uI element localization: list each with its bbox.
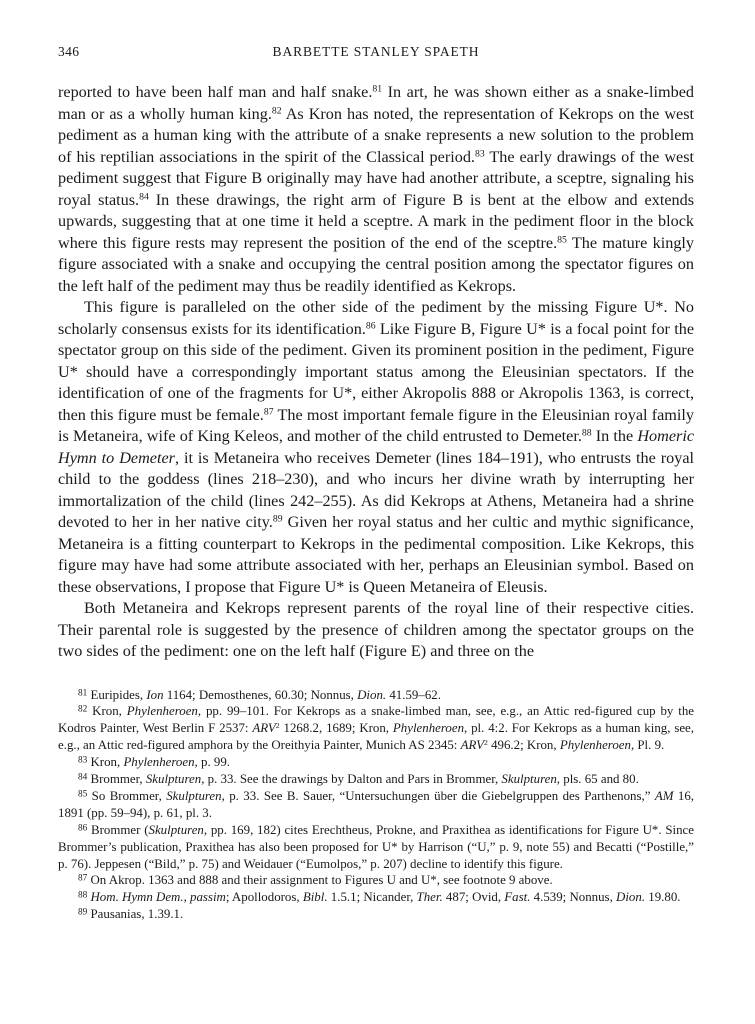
page <box>58 44 694 923</box>
footnote-label: 86 <box>78 823 88 834</box>
note-reference: 2 <box>483 737 488 747</box>
note-reference: 88 <box>581 427 592 439</box>
italic-text: Phylenheroen <box>123 755 195 770</box>
footnote-label: 83 <box>78 755 88 766</box>
paragraph-2 <box>58 297 694 598</box>
italic-text: Fast. <box>504 890 531 905</box>
paragraph-1 <box>58 82 694 297</box>
text-run: reported to have been half man and half snake. <box>58 83 373 101</box>
text-run: , pls. 65 and 80. <box>556 772 639 787</box>
text-run: 4.539; Nonnus, <box>530 890 617 905</box>
text-run: , pl. 4:2. For Kekrops as a human king, see, e.g., an Attic red-figured amphora by the Oreithyia Painter, Munich AS 2345: <box>58 721 694 753</box>
text-run: In the <box>591 427 638 445</box>
paragraph-3 <box>58 598 694 663</box>
text-run: The mature kingly figure associated with a snake and occupying the central position among the spectator figures on the left half of the pediment may thus be readily identified as Kekrops. <box>58 233 694 295</box>
text-run: 496.2; Kron, <box>487 738 560 753</box>
note-reference: 89 <box>272 513 283 525</box>
footnote-label: 82 <box>78 704 88 715</box>
footnote-87 <box>58 872 694 889</box>
footnote-85 <box>58 788 694 822</box>
italic-text: Ther. <box>416 890 443 905</box>
text-run: 19.80. <box>645 890 681 905</box>
footnote-label: 87 <box>78 873 88 884</box>
text-run: 487; Ovid, <box>442 890 505 905</box>
text-run: This figure is paralleled on the other side of the pediment by the missing Figure U*. No scholarly consensus exists for its identification. <box>58 298 694 338</box>
italic-text: Homeric Hymn to Demeter <box>58 427 694 467</box>
italic-text: Phylenheroen <box>559 738 631 753</box>
italic-text: AM <box>654 788 674 803</box>
footnote-88 <box>58 889 694 906</box>
text-run: Like Figure B, Figure U* is a focal point for the spectator group on this side of the pediment. Given its prominent position in the pediment, Figure U* should have a correspondingly important status among the Eleusinian spectators. If the identification of one of the fragments for U*, either Akropolis 888 or Akropolis 1363, is correct, then this figure must be female. <box>58 319 695 424</box>
text-run: In art, he was shown either as a snake-limbed man or as a wholly human king. <box>58 83 694 123</box>
text-run: 1268.2, 1689; Kron, <box>279 721 393 736</box>
italic-text: ARV <box>252 721 276 736</box>
text-run: 1.5.1; Nicander, <box>327 890 417 905</box>
text-run: Brommer, <box>87 772 146 787</box>
italic-text: Ion <box>146 687 164 702</box>
note-reference: 86 <box>365 320 376 332</box>
footnote-label: 89 <box>78 907 88 918</box>
footnote-82 <box>58 703 694 754</box>
footnote-label: 85 <box>78 789 88 800</box>
body-text <box>58 82 694 663</box>
footnote-label: 84 <box>78 772 88 783</box>
running-header <box>58 44 694 68</box>
italic-text: Phylenheroen <box>126 704 198 719</box>
text-run: Pausanias, 1.39.1. <box>87 907 184 922</box>
text-run: Given her royal status and her cultic and mythic significance, Metaneira is a fitting counterpart to Kekrops in the pedimental composition. Like Kekrops, this figure may have had some attribute associated with her, perhaps an Eleusinian symbol. Based on these observations, I propose that Figure U* is Queen Metaneira of Eleusis. <box>58 513 694 596</box>
note-reference: 83 <box>474 148 485 160</box>
italic-text: Bibl. <box>302 890 328 905</box>
text-run: , it is Metaneira who receives Demeter (lines 184–191), who entrusts the royal child to the goddess (lines 218–230), and who incurs her divine wrath by interrupting her immortalization of the child (lines 242–255). As did Kekrops at Athens, Metaneira had a shrine devoted to her in her native city. <box>58 448 695 531</box>
text-run: As Kron has noted, the representation of Kekrops on the west pediment as a human king with the attribute of a snake represents a new solution to the problem of his reptilian associations in the spirit of the Classical period. <box>58 104 695 166</box>
note-reference: 87 <box>263 406 274 418</box>
footnotes <box>58 687 694 924</box>
text-run: , p. 33. See the drawings by Dalton and Pars in Brommer, <box>201 772 502 787</box>
note-reference: 2 <box>275 721 280 731</box>
text-run: 41.59–62. <box>386 687 441 702</box>
text-run: ; Apollodoros, <box>225 890 303 905</box>
text-run: , Pl. 9. <box>630 738 665 753</box>
text-run: Kron, <box>87 704 127 719</box>
footnote-label: 81 <box>78 687 88 698</box>
page-number: 346 <box>58 44 80 59</box>
text-run: , p. 33. See B. Sauer, “Untersuchungen über die Giebelgruppen des Parthenons,” <box>221 788 655 803</box>
italic-text: Skulpturen <box>501 772 557 787</box>
text-run: The most important female figure in the Eleusinian royal family is Metaneira, wife of King Keleos, and mother of the child entrusted to Demeter. <box>58 405 694 445</box>
running-title: BARBETTE STANLEY SPAETH <box>272 44 480 59</box>
italic-text: Skulpturen <box>148 822 204 837</box>
text-run: Both Metaneira and Kekrops represent parents of the royal line of their respective cities. Their parental role is suggested by the presence of children among the spectator groups on the two sides of the pediment: one on the left half (Figure E) and three on the <box>58 599 694 660</box>
italic-text: Skulpturen <box>145 772 202 787</box>
text-run: So Brommer, <box>87 788 167 803</box>
text-run: On Akrop. 1363 and 888 and their assignment to Figures U and U*, see footnote 9 above. <box>87 873 553 888</box>
note-reference: 84 <box>139 191 149 203</box>
text-run: In these drawings, the right arm of Figure B is bent at the elbow and extends upwards, suggesting that at one time it held a sceptre. A mark in the pediment floor in the block where this figure rests may represent the position of the end of the sceptre. <box>58 190 694 252</box>
italic-text: Dion. <box>357 687 387 702</box>
italic-text: Hom. Hymn Dem., passim <box>90 890 226 905</box>
text-run: 1164; Demosthenes, 60.30; Nonnus, <box>163 687 358 702</box>
footnote-86 <box>58 822 694 873</box>
italic-text: Phylenheroen <box>392 721 465 736</box>
text-run: The early drawings of the west pediment suggest that Figure B originally may have had another attribute, a sceptre, signaling his royal status. <box>58 147 694 209</box>
footnote-83 <box>58 754 694 771</box>
text-run: Euripides, <box>87 687 147 702</box>
text-run: , pp. 169, 182) cites Erechtheus, Prokne, and Praxithea as identifications for Figure U*. Since Brommer’s publication, Praxithea has also been proposed for U* by Harrison (“U,” p. 9, note 55) and Becatti (“Postille,” p. 76). Jeppesen (“Bild,” p. 75) and Weidauer (“Eumolpos,” p. 207) decline to identify this figure. <box>58 822 694 871</box>
note-reference: 82 <box>271 105 282 117</box>
text-run: Kron, <box>87 755 124 770</box>
footnote-label: 88 <box>78 890 88 901</box>
italic-text: Dion. <box>616 890 646 905</box>
text-run: Brommer ( <box>87 822 149 837</box>
text-run: , pp. 99–101. For Kekrops as a snake-limbed man, see, e.g., an Attic red-figured cup by the Kodros Painter, West Berlin F 2537: <box>58 704 695 736</box>
footnote-89 <box>58 906 694 923</box>
italic-text: Skulpturen <box>166 788 222 803</box>
note-reference: 85 <box>557 234 567 246</box>
footnote-84 <box>58 771 694 788</box>
text-run: , p. 99. <box>194 755 230 770</box>
note-reference: 81 <box>372 83 383 95</box>
footnote-81 <box>58 687 694 704</box>
text-run: 16, 1891 (pp. 59–94), p. 61, pl. 3. <box>58 788 694 820</box>
italic-text: ARV <box>460 738 484 753</box>
